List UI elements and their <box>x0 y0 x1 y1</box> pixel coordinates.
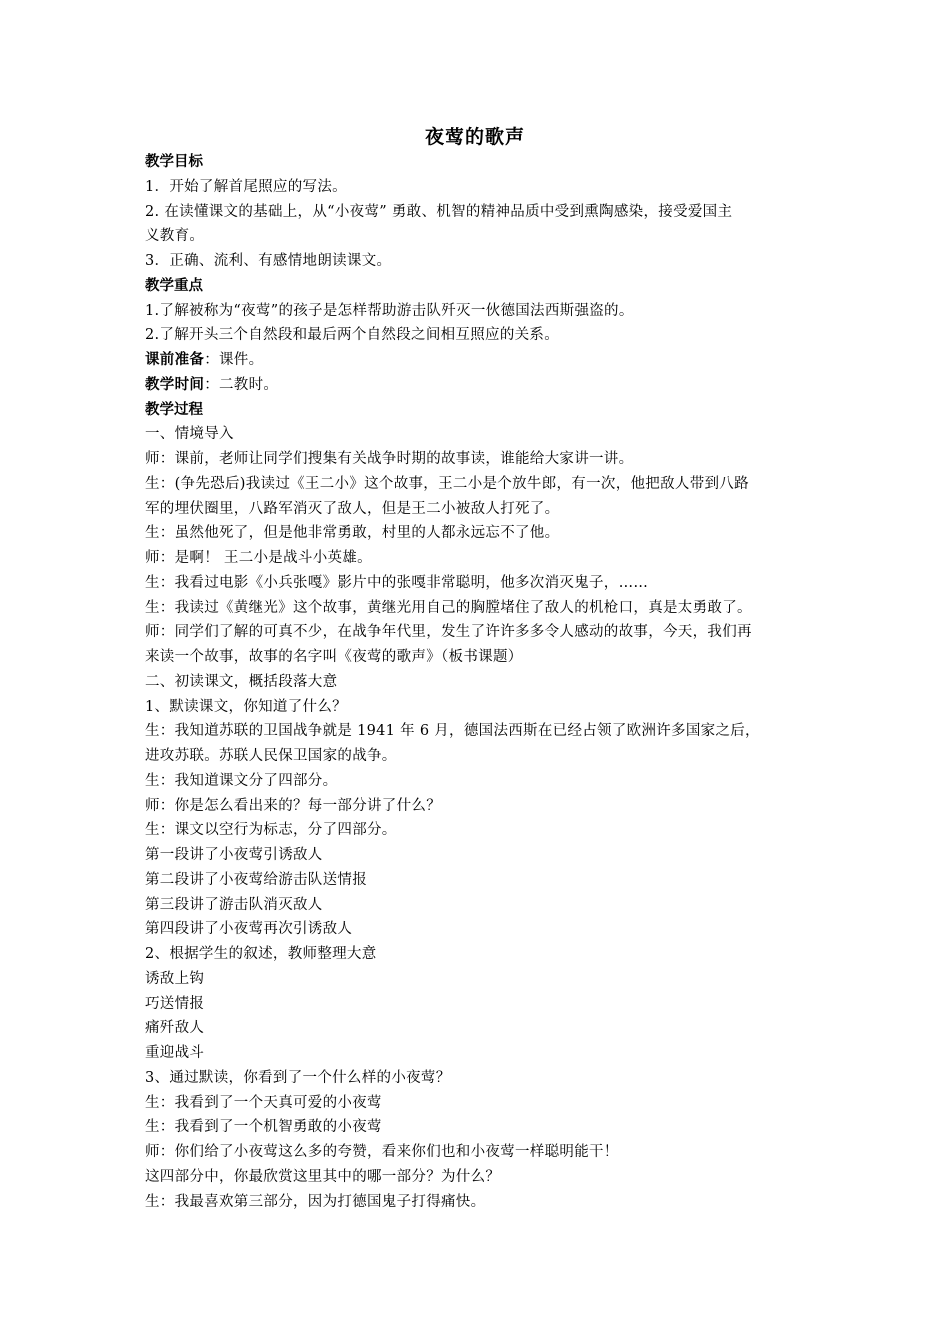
line-text: ：二教时。 <box>204 376 279 393</box>
paragraph-line: 1.了解被称为“夜莺”的孩子是怎样帮助游击队歼灭一伙德国法西斯强盗的。 <box>145 302 634 319</box>
paragraph-line: 师：是啊！ 王二小是战斗小英雄。 <box>145 550 372 566</box>
document-body <box>145 150 810 1214</box>
paragraph-line: 第一段讲了小夜莺引诱敌人 <box>145 847 323 863</box>
line-label: 课前准备 <box>145 352 205 368</box>
paragraph-line: 2.了解开头三个自然段和最后两个自然段之间相互照应的关系。 <box>145 327 560 344</box>
labeled-line <box>145 348 810 373</box>
paragraph-line: 第三段讲了游击队消灭敌人 <box>145 896 323 913</box>
line-text: ：课件。 <box>204 352 264 368</box>
paragraph-line: 1．开始了解首尾照应的写法。 <box>145 178 347 195</box>
paragraph-line: 生：我读过《黄继光》这个故事，黄继光用自己的胸膛堵住了敌人的机枪口，真是太勇敢了。 <box>145 599 752 616</box>
paragraph-line: 生：虽然他死了，但是他非常勇敢，村里的人都永远忘不了他。 <box>145 525 560 542</box>
paragraph-line: 第二段讲了小夜莺给游击队送情报 <box>145 871 367 888</box>
paragraph-line: 师：课前，老师让同学们搜集有关战争时期的故事读，谁能给大家讲一讲。 <box>145 451 634 467</box>
paragraph-line: 3、通过默读，你看到了一个什么样的小夜莺？ <box>145 1069 451 1086</box>
labeled-line <box>145 373 810 398</box>
paragraph-line: 生：我看到了一个天真可爱的小夜莺 <box>145 1094 382 1111</box>
paragraph-line: 来读一个故事，故事的名字叫《夜莺的歌声》（板书课题） <box>145 649 523 665</box>
paragraph-line: 巧送情报 <box>145 995 205 1012</box>
paragraph-line: 这四部分中，你最欣赏这里其中的哪一部分？为什么？ <box>145 1168 501 1185</box>
paragraph-line: 生：我知道课文分了四部分。 <box>145 772 338 789</box>
paragraph-line: 师：你们给了小夜莺这么多的夸赞，看来你们也和小夜莺一样聪明能干！ <box>145 1144 619 1160</box>
line-label: 教学时间 <box>145 376 205 393</box>
document-title: 夜莺的歌声 <box>424 126 525 148</box>
paragraph-line: 军的埋伏圈里，八路军消灭了敌人，但是王二小被敌人打死了。 <box>145 500 560 517</box>
paragraph-line: 二、初读课文，概括段落大意 <box>145 673 338 690</box>
paragraph-line: 3．正确、流利、有感情地朗读课文。 <box>145 253 392 269</box>
paragraph-line: 痛歼敌人 <box>145 1020 205 1037</box>
paragraph-line: 生：我最喜欢第三部分，因为打德国鬼子打得痛快。 <box>145 1193 486 1210</box>
paragraph-line: 1、默读课文，你知道了什么？ <box>145 698 347 715</box>
section-heading: 教学过程 <box>145 401 203 418</box>
paragraph-line: 2、根据学生的叙述，教师整理大意 <box>145 946 377 962</box>
paragraph-line: 生：我知道苏联的卫国战争就是 1941 年 6 月，德国法西斯在已经占领了欧洲许多国家之后， <box>145 723 760 740</box>
paragraph-line: 进攻苏联。苏联人民保卫国家的战争。 <box>145 748 397 764</box>
paragraph-line: 师：你是怎么看出来的？每一部分讲了什么？ <box>145 797 441 814</box>
paragraph-line: 2. 在读懂课文的基础上，从“小夜莺” 勇敢、机智的精神品质中受到熏陶感染，接受爱国主 <box>145 203 733 220</box>
paragraph-line: 重迎战斗 <box>145 1045 205 1061</box>
paragraph-line: 生：我看过电影《小兵张嘎》影片中的张嘎非常聪明，他多次消灭鬼子，…… <box>145 574 649 591</box>
paragraph-line: 一、情境导入 <box>145 426 234 443</box>
paragraph-line: 义教育。 <box>145 228 205 245</box>
paragraph-line: 第四段讲了小夜莺再次引诱敌人 <box>145 921 353 938</box>
section-heading: 教学目标 <box>145 154 203 170</box>
paragraph-line: 生：我看到了一个机智勇敢的小夜莺 <box>145 1119 382 1136</box>
paragraph-line: 诱敌上钩 <box>145 970 205 987</box>
paragraph-line: 生：(争先恐后)我读过《王二小》这个故事，王二小是个放牛郎，有一次，他把敌人带到八路 <box>145 475 749 492</box>
paragraph-line: 师：同学们了解的可真不少，在战争年代里，发生了许许多多令人感动的故事，今天，我们再 <box>145 624 752 641</box>
paragraph-line: 生：课文以空行为标志，分了四部分。 <box>145 822 397 839</box>
section-heading: 教学重点 <box>145 277 203 294</box>
